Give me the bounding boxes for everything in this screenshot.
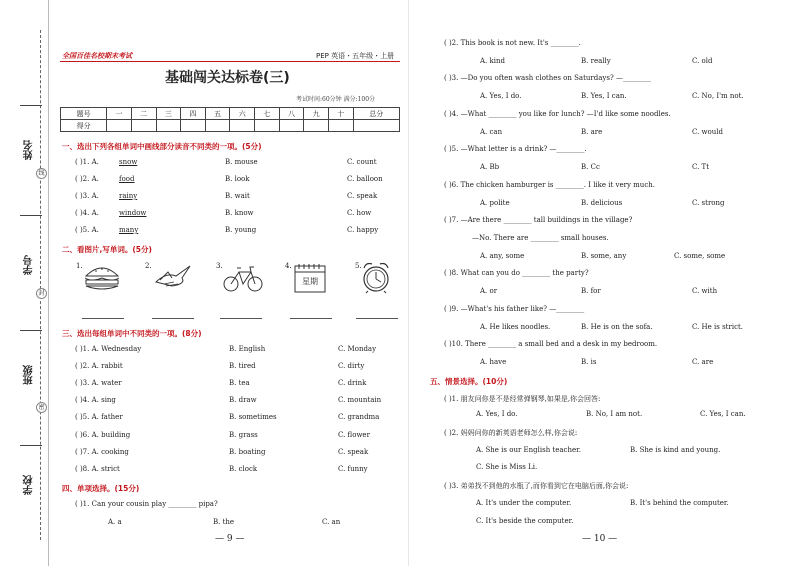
option-a[interactable]: A. polite xyxy=(480,199,510,207)
picture-label: 1. xyxy=(76,262,83,270)
score-cell[interactable] xyxy=(304,120,329,132)
school-label: 学校 xyxy=(24,475,35,495)
score-header-cell: 二 xyxy=(131,108,156,120)
score-cell[interactable] xyxy=(230,120,255,132)
question-text: ( )1. Can your cousin play ________ pipa? xyxy=(75,500,218,508)
option-c[interactable]: C. Monday xyxy=(338,345,377,353)
class-blank[interactable] xyxy=(20,330,42,331)
section3-title: 三、选出每组单词中不同类的一项。(8分) xyxy=(62,329,202,338)
question-text: ( )9. —What's his father like? —________ xyxy=(444,305,585,313)
option-b[interactable]: B. draw xyxy=(229,396,257,404)
option-b[interactable]: B. It's behind the computer. xyxy=(630,499,729,507)
page-title: 基础闯关达标卷(三) xyxy=(165,70,290,86)
hamburger-icon xyxy=(82,262,122,292)
option-b[interactable]: B. sometimes xyxy=(229,413,277,421)
question-text: ( )2. This book is not new. It's ________. xyxy=(444,39,581,47)
option-c[interactable]: C. grandma xyxy=(338,413,380,421)
option-c[interactable]: C. Tt xyxy=(692,163,710,171)
option-b[interactable]: B. really xyxy=(581,57,611,65)
seal-line xyxy=(40,30,41,540)
question-text: ( )10. There ________ a small bed and a desk in my bedroom. xyxy=(444,340,658,348)
student-id-label: 学号 xyxy=(24,255,35,275)
option-b[interactable]: B. Yes, I can. xyxy=(581,92,627,100)
option-a[interactable]: A. have xyxy=(480,358,507,366)
page-divider xyxy=(408,0,409,566)
question-text: ( )7. —Are there ________ tall buildings in the village? xyxy=(444,216,633,224)
option-a[interactable]: A. or xyxy=(480,287,498,295)
series-label: PEP 英语・五年级・上册 xyxy=(316,52,395,60)
option-a[interactable]: A. Bb xyxy=(480,163,500,171)
bird-icon xyxy=(152,262,194,292)
score-cell[interactable] xyxy=(156,120,181,132)
option-c[interactable]: C. dirty xyxy=(338,362,365,370)
option-c[interactable]: C. She is Miss Li. xyxy=(476,463,538,471)
option-a[interactable]: A. She is our English teacher. xyxy=(476,446,581,454)
option-c[interactable]: C. an xyxy=(322,518,341,526)
question-num: ( )3. A. xyxy=(75,192,99,200)
score-table xyxy=(60,107,400,132)
score-header-cell: 四 xyxy=(181,108,206,120)
question-option-a[interactable]: ( )1. A. Wednesday xyxy=(75,345,142,353)
option-a[interactable]: food xyxy=(119,175,135,183)
question-num: ( )2. A. xyxy=(75,175,99,183)
score-cell[interactable] xyxy=(328,120,353,132)
option-b[interactable]: B. is xyxy=(581,358,597,366)
question-option-a[interactable]: ( )3. A. water xyxy=(75,379,122,387)
option-a[interactable]: rainy xyxy=(119,192,138,200)
option-a[interactable]: window xyxy=(119,209,147,217)
name-blank[interactable] xyxy=(20,105,42,106)
option-c[interactable]: C. speak xyxy=(338,448,369,456)
binding-margin xyxy=(0,0,49,566)
option-c[interactable]: C. mountain xyxy=(338,396,382,404)
option-b[interactable]: B. Cc xyxy=(581,163,600,171)
option-c[interactable]: C. speak xyxy=(347,192,378,200)
option-c[interactable]: C. Yes, I can. xyxy=(700,410,746,418)
exam-info: 考试时间:60分钟 满分:100分 xyxy=(296,96,376,103)
score-cell[interactable] xyxy=(107,120,132,132)
score-cell[interactable] xyxy=(131,120,156,132)
question-text: ( )8. What can you do ________ the party? xyxy=(444,269,589,277)
header-rule xyxy=(60,61,400,62)
option-a[interactable]: A. Yes, I do. xyxy=(480,92,522,100)
calendar-icon xyxy=(292,262,328,294)
option-b[interactable]: B. some, any xyxy=(581,252,627,260)
option-a[interactable]: snow xyxy=(119,158,138,166)
section4-title: 四、单项选择。(15分) xyxy=(62,484,140,493)
option-a[interactable]: A. kind xyxy=(480,57,505,65)
option-c[interactable]: C. count xyxy=(347,158,377,166)
score-header-cell: 十 xyxy=(328,108,353,120)
option-c[interactable]: C. how xyxy=(347,209,372,217)
option-c[interactable]: C. No, I'm not. xyxy=(692,92,744,100)
option-a[interactable]: A. any, some xyxy=(480,252,525,260)
score-cell[interactable] xyxy=(255,120,280,132)
option-b[interactable]: B. mouse xyxy=(225,158,258,166)
student-id-blank[interactable] xyxy=(20,215,42,216)
option-b[interactable]: B. look xyxy=(225,175,250,183)
seal-mark: 封 xyxy=(36,288,47,299)
question-option-a[interactable]: ( )4. A. sing xyxy=(75,396,116,404)
score-header-cell: 三 xyxy=(156,108,181,120)
question-text: ( )2. 妈妈问你的新英语老师怎么样,你会说: xyxy=(444,429,578,437)
option-a[interactable]: A. It's under the computer. xyxy=(476,499,572,507)
option-c[interactable]: C. old xyxy=(692,57,713,65)
line-mark: 线 xyxy=(36,168,47,179)
answer-blank[interactable] xyxy=(356,318,398,319)
option-b[interactable]: B. English xyxy=(229,345,266,353)
picture-label: 4. xyxy=(285,262,292,270)
class-label: 班级 xyxy=(24,365,35,385)
bicycle-icon xyxy=(222,262,264,292)
score-cell[interactable] xyxy=(279,120,304,132)
option-c[interactable]: C. drink xyxy=(338,379,367,387)
option-b[interactable]: B. He is on the sofa. xyxy=(581,323,653,331)
option-b[interactable]: B. wait xyxy=(225,192,250,200)
option-b[interactable]: B. know xyxy=(225,209,254,217)
page-number-left: — 9 — xyxy=(215,534,245,544)
score-cell[interactable] xyxy=(181,120,206,132)
option-c[interactable]: C. It's beside the computer. xyxy=(476,517,574,525)
option-b[interactable]: B. grass xyxy=(229,431,258,439)
option-b[interactable]: B. young xyxy=(225,226,257,234)
option-b[interactable]: B. boating xyxy=(229,448,266,456)
question-num: ( )4. A. xyxy=(75,209,99,217)
question-text: ( )5. —What letter is a drink? —________. xyxy=(444,145,587,153)
score-header-cell: 八 xyxy=(279,108,304,120)
question-option-a[interactable]: ( )5. A. father xyxy=(75,413,123,421)
option-a[interactable]: A. a xyxy=(108,518,122,526)
question-text: ( )3. —Do you often wash clothes on Saturdays? —________ xyxy=(444,74,651,82)
answer-blank[interactable] xyxy=(82,318,124,319)
option-c[interactable]: C. balloon xyxy=(347,175,383,183)
option-c[interactable]: C. flower xyxy=(338,431,370,439)
score-header-cell: 总分 xyxy=(353,108,399,120)
alarm-clock-icon xyxy=(360,260,392,294)
question-text: ( )4. —What ________ you like for lunch? —I'd like some noodles. xyxy=(444,110,671,118)
option-c[interactable]: C. some, some xyxy=(674,252,726,260)
option-b[interactable]: B. are xyxy=(581,128,603,136)
option-b[interactable]: B. No, I am not. xyxy=(586,410,643,418)
option-c[interactable]: C. would xyxy=(692,128,723,136)
option-b[interactable]: B. delicious xyxy=(581,199,623,207)
option-a[interactable]: many xyxy=(119,226,139,234)
option-a[interactable]: A. He likes noodles. xyxy=(480,323,551,331)
school-blank[interactable] xyxy=(20,445,42,446)
option-a[interactable]: A. Yes, I do. xyxy=(476,410,518,418)
option-b[interactable]: B. for xyxy=(581,287,601,295)
score-header-cell: 九 xyxy=(304,108,329,120)
score-header-cell: 题号 xyxy=(61,108,107,120)
question-option-a[interactable]: ( )6. A. building xyxy=(75,431,131,439)
option-c[interactable]: C. strong xyxy=(692,199,725,207)
picture-label: 3. xyxy=(216,262,223,270)
picture-label: 2. xyxy=(145,262,152,270)
secret-mark: 密 xyxy=(36,402,47,413)
score-row-label: 得分 xyxy=(61,120,107,132)
picture-label: 5. xyxy=(355,262,362,270)
option-c[interactable]: C. happy xyxy=(347,226,379,234)
question-text: ( )1. 朋友问你是不是经常弹钢琴,如果是,你会回答: xyxy=(444,395,601,403)
score-header-cell: 一 xyxy=(107,108,132,120)
question-option-a[interactable]: ( )8. A. strict xyxy=(75,465,120,473)
score-cell[interactable] xyxy=(205,120,230,132)
answer-blank[interactable] xyxy=(152,318,194,319)
option-b[interactable]: B. clock xyxy=(229,465,258,473)
option-b[interactable]: B. tea xyxy=(229,379,250,387)
section5-title: 五、情景选择。(10分) xyxy=(430,377,508,386)
option-c[interactable]: C. are xyxy=(692,358,714,366)
score-header-cell: 六 xyxy=(230,108,255,120)
question-text-2: —No. There are ________ small houses. xyxy=(472,234,609,242)
calendar-text: 星期 xyxy=(302,277,318,286)
question-option-a[interactable]: ( )7. A. cooking xyxy=(75,448,129,456)
option-c[interactable]: C. He is strict. xyxy=(692,323,744,331)
option-b[interactable]: B. tired xyxy=(229,362,256,370)
section1-title: 一、选出下列各组单词中画线部分读音不同类的一项。(5分) xyxy=(62,142,262,151)
answer-blank[interactable] xyxy=(290,318,332,319)
score-header-cell: 五 xyxy=(205,108,230,120)
header-note: 全国百佳名校期末考试 xyxy=(62,51,132,60)
question-option-a[interactable]: ( )2. A. rabbit xyxy=(75,362,123,370)
option-a[interactable]: A. can xyxy=(480,128,503,136)
answer-blank[interactable] xyxy=(220,318,262,319)
option-c[interactable]: C. funny xyxy=(338,465,368,473)
name-label: 姓名 xyxy=(24,140,35,160)
question-num: ( )5. A. xyxy=(75,226,99,234)
score-header-cell: 七 xyxy=(255,108,280,120)
page-number-right: — 10 — xyxy=(582,534,618,544)
question-text: ( )6. The chicken hamburger is ________. I like it very much. xyxy=(444,181,655,189)
section2-title: 二、看图片,写单词。(5分) xyxy=(62,245,152,254)
question-num: ( )1. A. xyxy=(75,158,99,166)
option-b[interactable]: B. the xyxy=(213,518,235,526)
question-text: ( )3. 弟弟找不到他的水瓶了,而你看到它在电脑后面,你会说: xyxy=(444,482,629,490)
option-c[interactable]: C. with xyxy=(692,287,718,295)
score-cell[interactable] xyxy=(353,120,399,132)
option-b[interactable]: B. She is kind and young. xyxy=(630,446,721,454)
